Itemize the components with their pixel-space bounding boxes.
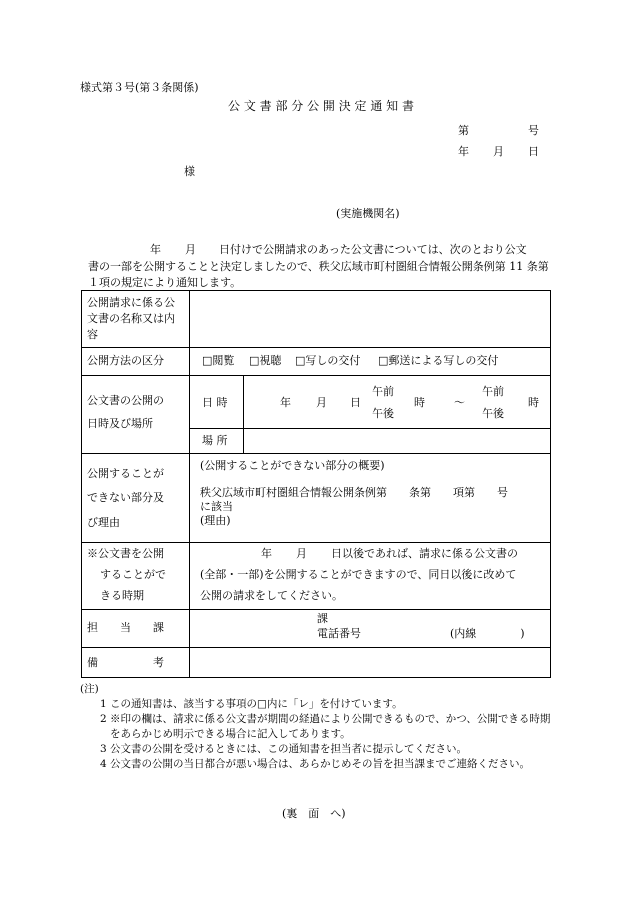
note-number: 4 (100, 758, 107, 770)
datetime-place-label-1: 公文書の公開の (87, 394, 164, 407)
undisclosed-label-1: 公開することが (87, 467, 164, 480)
extension-label: (内線 ) (450, 627, 525, 640)
request-title-label: 公開請求に係る公文書の名称又は内容 (87, 296, 175, 341)
department-label: 担 当 課 (87, 621, 164, 634)
undisclosed-label-2: できない部分及 (87, 491, 164, 504)
intro-month: 月 (185, 243, 196, 256)
note-item (80, 742, 560, 757)
datetime-pm-2: 午後 (482, 407, 504, 420)
note-text: 公文書の公開を受けるときには、この通知書を担当者に提示してください。 (110, 743, 467, 755)
note-text: この通知書は、該当する事項の□内に「レ」を付けています。 (110, 698, 403, 710)
note-number: 2 (100, 713, 107, 725)
note-number: 3 (100, 743, 107, 755)
notes-section (80, 682, 560, 772)
datetime-day: 日 (350, 396, 361, 409)
datetime-year: 年 (280, 396, 291, 409)
reason-label: (理由) (200, 514, 231, 527)
intro-year: 年 (150, 243, 161, 256)
doc-number-suffix: 号 (528, 124, 539, 137)
form-table (81, 290, 551, 678)
future-disclosure-label-3: きる時期 (100, 589, 144, 602)
datetime-hour-1: 時 (414, 396, 425, 409)
date-month-label: 月 (493, 145, 504, 158)
note-text: ※印の欄は、請求に係る公文書が期間の経過により公開できるもので、かつ、公開できる時期をあらかじめ明示できる場合に記入してあります。 (110, 713, 551, 740)
ordinance-reference: 秩父広域市町村圏組合情報公開条例第 条第 項第 号 (200, 486, 508, 499)
note-item (80, 757, 560, 772)
form-number: 様式第３号(第３条関係) (80, 81, 199, 94)
future-year: 年 (261, 547, 272, 560)
back-page-note: (裏 面 へ) (282, 807, 346, 820)
intro-text-first: 日付けで公開請求のあった公文書については、次のとおり公文 (219, 243, 527, 256)
datetime-month: 月 (316, 396, 327, 409)
note-item (80, 697, 560, 712)
future-text-3: 公開の請求をしてください。 (200, 589, 343, 602)
doc-number-prefix: 第 (458, 124, 469, 137)
phone-label: 電話番号 (317, 627, 361, 640)
option-viewing[interactable]: □視聴 (249, 354, 282, 367)
date-day-label: 日 (528, 145, 539, 158)
note-number: 1 (100, 698, 107, 710)
place-sublabel: 場 所 (202, 434, 228, 447)
option-inspection[interactable]: □閲覧 (202, 354, 235, 367)
date-year-label: 年 (458, 145, 469, 158)
future-month: 月 (296, 547, 307, 560)
future-text-2: (全部・一部)を公開することができますので、同日以後に改めて (200, 568, 517, 581)
option-copy[interactable]: □写しの交付 (295, 354, 361, 367)
department-ka: 課 (317, 612, 328, 625)
future-disclosure-label-2: することがで (100, 568, 166, 581)
future-text-1: 日以後であれば、請求に係る公文書の (331, 547, 518, 560)
future-disclosure-label-1: ※公文書を公開 (87, 547, 164, 560)
datetime-am-2: 午前 (482, 385, 504, 398)
issuer-name: (実施機関名) (336, 207, 400, 220)
remarks-label: 備 考 (87, 656, 164, 669)
datetime-sublabel: 日 時 (202, 396, 228, 409)
addressee-suffix: 様 (184, 165, 195, 178)
document-title: 公 文 書 部 分 公 開 決 定 通 知 書 (228, 99, 414, 113)
undisclosed-label-3: び理由 (87, 516, 120, 529)
datetime-place-label-2: 日時及び場所 (87, 417, 153, 430)
datetime-hour-2: 時 (528, 396, 539, 409)
note-text: 公文書の公開の当日都合が悪い場合は、あらかじめその旨を担当課までご連絡ください。 (110, 758, 530, 770)
datetime-tilde: ～ (454, 396, 465, 409)
option-mail-copy[interactable]: □郵送による写しの交付 (378, 354, 499, 367)
notes-heading: (注) (80, 683, 99, 695)
datetime-am-1: 午前 (372, 385, 394, 398)
undisclosed-summary: (公開することができない部分の概要) (200, 459, 385, 472)
datetime-pm-1: 午後 (372, 407, 394, 420)
note-item (80, 712, 560, 742)
method-label: 公開方法の区分 (87, 354, 164, 367)
ordinance-applies: に該当 (200, 500, 233, 513)
intro-text-rest: 書の一部を公開することと決定しましたので、秩父広域市町村圏組合情報公開条例第 11 条第１項の規定により通知します。 (88, 260, 549, 289)
